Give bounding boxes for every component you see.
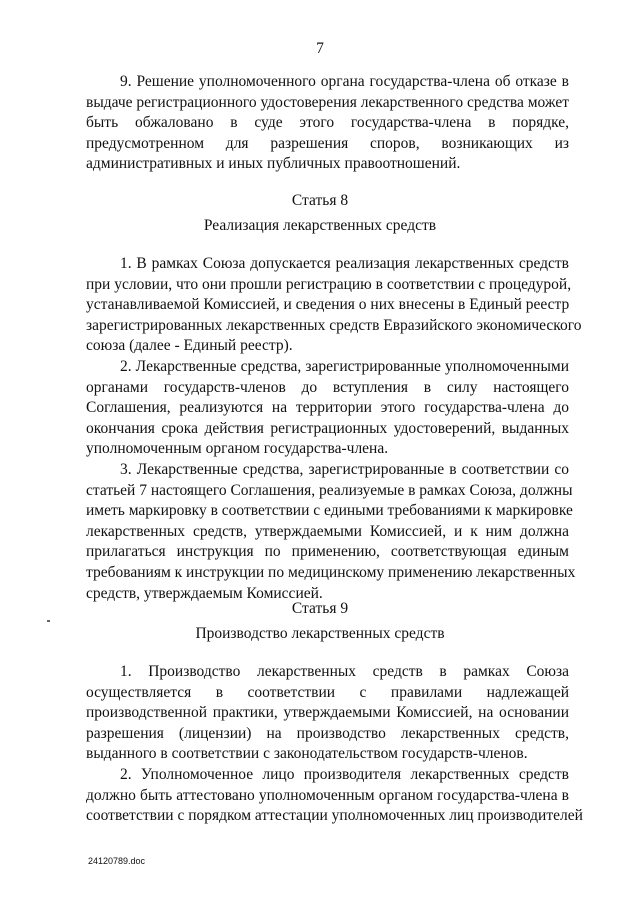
text-line: выданного в соответствии с законодательством государств-членов.: [86, 745, 528, 763]
article-8-paragraph-2: [86, 357, 569, 460]
page-number: 7: [316, 40, 324, 57]
article-9-paragraph-1: [86, 662, 569, 765]
paragraph-9: [86, 72, 569, 175]
text-line: должно быть аттестовано уполномоченным органом государства-члена в: [86, 786, 569, 804]
text-line: иметь маркировку в соответствии с едиными требованиями к маркировке: [86, 502, 573, 520]
text-line: производственной практики, утверждаемыми Комиссией, на основании: [86, 704, 569, 722]
article-8-paragraph-1: [86, 254, 582, 357]
text-line: быть обжаловано в суде этого государства-члена в порядке,: [86, 114, 569, 132]
text-line: выдаче регистрационного удостоверения лекарственного средства может: [86, 93, 570, 111]
text-line: уполномоченным органом государства-члена.: [86, 440, 389, 458]
text-line: 1. В рамках Союза допускается реализация лекарственных средств: [120, 255, 569, 272]
text-line: устанавливаемой Комиссией, и сведения о них внесены в Единый реестр: [86, 296, 570, 314]
text-line: осуществляется в соответствии с правилами надлежащей: [86, 683, 569, 701]
article-9-title: Производство лекарственных средств: [195, 625, 445, 642]
text-line: разрешения (лицензии) на производство лекарственных средств,: [86, 724, 569, 742]
article-9-paragraph-2: [86, 765, 583, 827]
text-line: лекарственных средств, утверждаемыми Комиссией, и к ним должна: [86, 522, 569, 540]
text-line: союза (далее - Единый реестр).: [86, 337, 293, 355]
text-line: окончания срока действия регистрационных удостоверений, выданных: [86, 419, 569, 437]
text-line: 1. Производство лекарственных средств в рамках Союза: [120, 663, 569, 680]
text-line: административных и иных публичных правоотношений.: [86, 155, 461, 173]
article-8-paragraph-3: [86, 460, 576, 604]
text-line: соответствии с порядком аттестации уполномоченных лиц производителей: [86, 807, 583, 825]
text-line: 2. Лекарственные средства, зарегистрированные уполномоченными: [120, 358, 569, 375]
text-line: статьей 7 настоящего Соглашения, реализуемые в рамках Союза, должны: [86, 481, 573, 499]
text-line: требованиям к инструкции по медицинскому применению лекарственных: [86, 563, 576, 581]
text-line: Соглашения, реализуются на территории этого государства-члена до: [86, 399, 569, 417]
text-line: органами государств-членов до вступления в силу настоящего: [86, 378, 569, 396]
text-line: при условии, что они прошли регистрацию в соответствии с процедурой,: [86, 275, 572, 293]
text-line: 2. Уполномоченное лицо производителя лекарственных средств: [120, 766, 569, 783]
text-line: 9. Решение уполномоченного органа государства-члена об отказе в: [120, 73, 569, 90]
article-9-heading: Статья 9: [291, 600, 349, 617]
document-filename-footer: 24120789.doc: [88, 856, 146, 866]
text-line: 3. Лекарственные средства, зарегистрированные в соответствии со: [120, 461, 569, 478]
text-line: предусмотренном для разрешения споров, возникающих из: [86, 134, 569, 152]
text-line: зарегистрированных лекарственных средств Евразийского экономического: [86, 316, 582, 334]
article-8-title: Реализация лекарственных средств: [203, 217, 437, 234]
text-line: средств, утверждаемым Комиссией.: [86, 584, 323, 602]
text-line: прилагаться инструкция по применению, соответствующая единым: [86, 543, 569, 561]
scan-artifact-dot: [47, 620, 50, 622]
article-8-heading: Статья 8: [291, 192, 349, 209]
